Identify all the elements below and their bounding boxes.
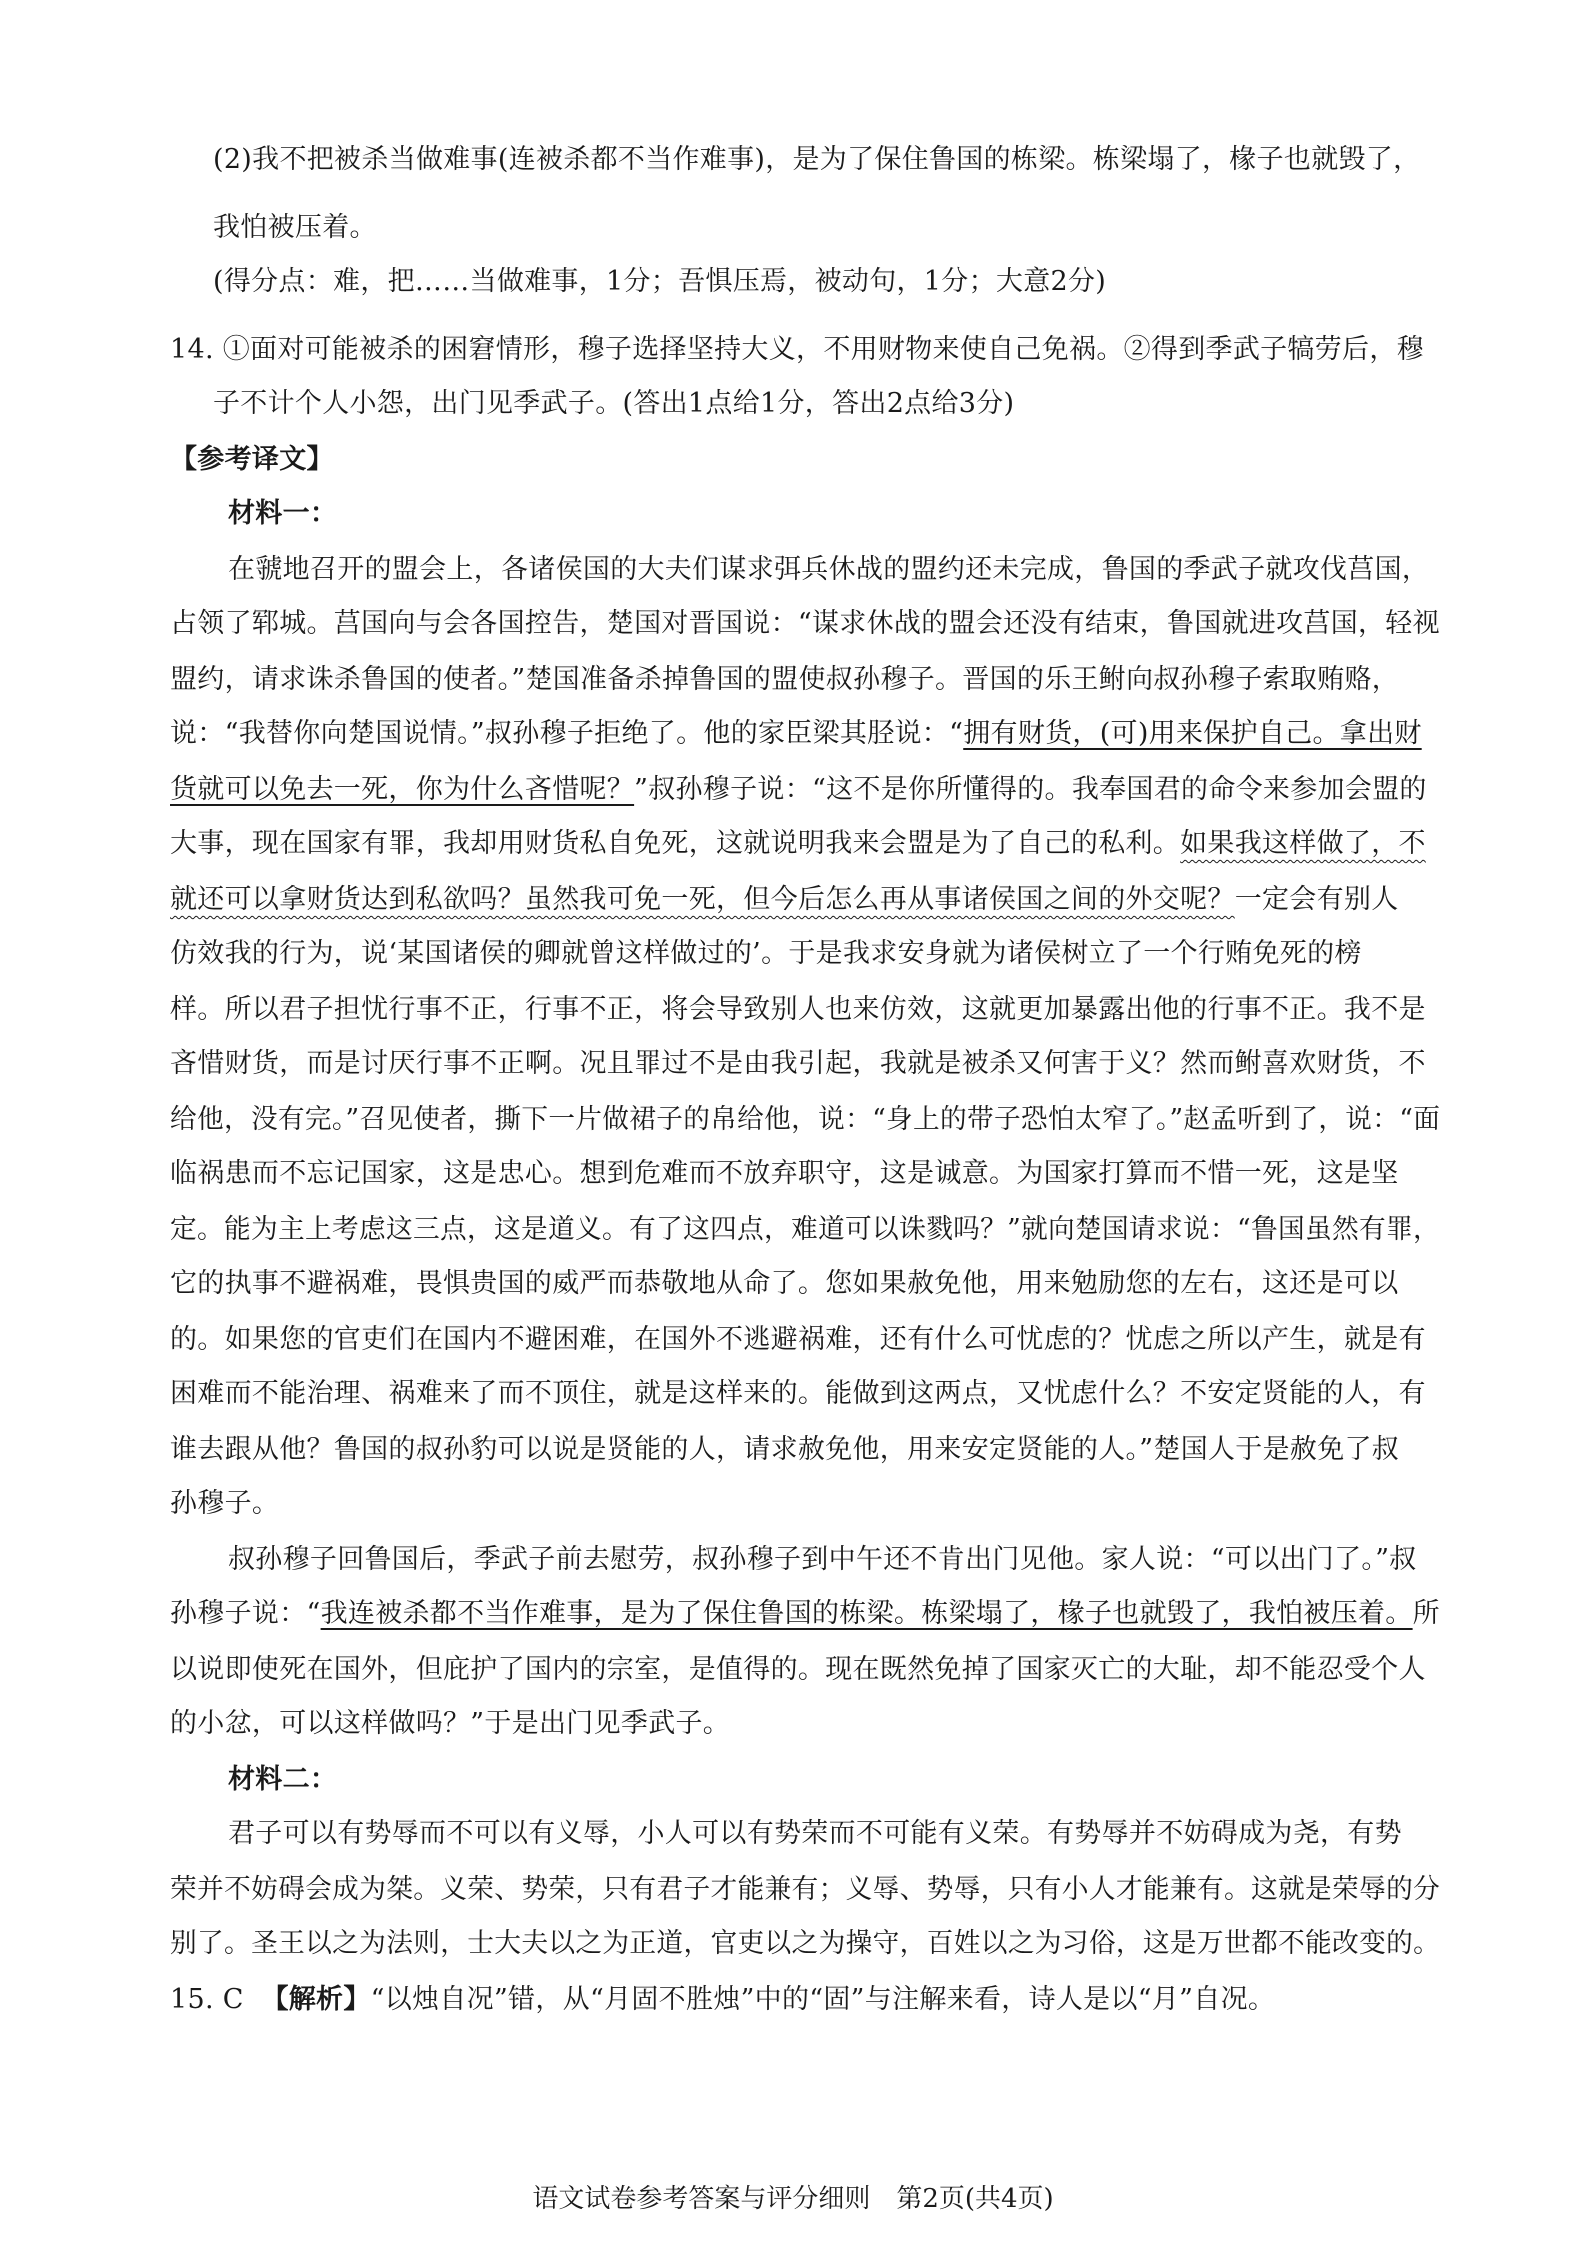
translation-line: 以说即使死在国外，但庇护了国内的宗室，是值得的。现在既然免掉了国家灭亡的大耻，却不能忍受个人 (170, 1654, 1426, 1685)
answer-15-line (170, 1980, 1275, 2020)
translation-line: 困难而不能治理、祸难来了而不顶住，就是这样来的。能做到这两点，又忧虑什么？不安定贤能的人，有 (170, 1378, 1426, 1409)
material-two-heading: 材料二： (228, 1764, 338, 1795)
translation-line: 君子可以有势辱而不可以有义辱，小人可以有势荣而不可能有义荣。有势辱并不妨碍成为尧，有势 (228, 1818, 1402, 1849)
translation-line: 盟约，请求诛杀鲁国的使者。”楚国准备杀掉鲁国的盟使叔孙穆子。晋国的乐王鲋向叔孙穆子索取贿赂， (170, 664, 1400, 695)
page-footer: 语文试卷参考答案与评分细则 第2页(共4页) (532, 2184, 1054, 2214)
translation-line: 定。能为主上考虑这三点，这是道义。有了这四点，难道可以诛戮吗？”就向楚国请求说：“鲁国虽然有罪， (170, 1214, 1441, 1245)
analysis-text: “以烛自况”错，从“月固不胜烛”中的“固”与注解来看，诗人是以“月”自况。 (370, 1984, 1276, 2015)
translation-line: 吝惜财货，而是讨厌行事不正啊。况且罪过不是由我引起，我就是被杀又何害于义？然而鲋喜欢财货，不 (170, 1048, 1426, 1079)
translation-line (170, 714, 1422, 754)
material-one-heading: 材料一： (228, 498, 338, 529)
translation-line: 别了。圣王以之为法则，士大夫以之为正道，官吏以之为操守，百姓以之为习俗，这是万世都不能改变的。 (170, 1928, 1441, 1959)
translation-line: 的小忿，可以这样做吗？”于是出门见季武子。 (170, 1708, 731, 1739)
translation-text: 孙穆子说：“ (170, 1598, 321, 1629)
translation-line: 仿效我的行为，说‘某国诸侯的卿就曾这样做过的’。于是我求安身就为诸侯树立了一个行贿免死的榜 (170, 938, 1362, 969)
answer-14-line-2: 子不计个人小怨，出门见季武子。(答出1点给1分，答出2点给3分) (213, 388, 1015, 419)
translation-line (170, 1594, 1440, 1634)
wavy-underlined-phrase: 就还可以拿财货达到私欲吗？虽然我可免一死，但今后怎么再从事诸侯国之间的外交呢？ (170, 884, 1235, 915)
translation-text: ”叔孙穆子说：“这不是你所懂得的。我奉国君的命令来参加会盟的 (634, 774, 1427, 805)
reference-translation-heading: 【参考译文】 (170, 444, 334, 475)
translation-line: 谁去跟从他？鲁国的叔孙豹可以说是贤能的人，请求赦免他，用来安定贤能的人。”楚国人于是赦免了叔 (170, 1434, 1400, 1465)
translation-text: 大事，现在国家有罪，我却用财货私自免死，这就说明我来会盟是为了自己的私利。 (170, 828, 1181, 859)
translation-text: 一定会有别人 (1234, 884, 1399, 915)
answer-13-2-line-2: 我怕被压着。 (213, 212, 377, 243)
answer-13-2-line-1: (2)我不把被杀当做难事(连被杀都不当作难事)，是为了保住鲁国的栋梁。栋梁塌了，椽子也就毁了， (213, 144, 1421, 175)
answer-15-number: 15. C (170, 1984, 244, 2015)
translation-line: 样。所以君子担忧行事不正，行事不正，将会导致别人也来仿效，这就更加暴露出他的行事不正。我不是 (170, 994, 1426, 1025)
answer-14-line-1: 14. ①面对可能被杀的困窘情形，穆子选择坚持大义，不用财物来使自己免祸。②得到季武子犒劳后，穆 (170, 334, 1424, 365)
translation-line: 给他，没有完。”召见使者，撕下一片做裙子的帛给他，说：“身上的带子恐怕太窄了。”赵孟听到了，说：“面 (170, 1104, 1441, 1135)
translation-line: 叔孙穆子回鲁国后，季武子前去慰劳，叔孙穆子到中午还不肯出门见他。家人说：“可以出门了。”叔 (228, 1544, 1417, 1575)
translation-line: 它的执事不避祸难，畏惧贵国的威严而恭敬地从命了。您如果赦免他，用来勉励您的左右，这还是可以 (170, 1268, 1399, 1299)
underlined-phrase: 货就可以免去一死，你为什么吝惜呢？ (170, 774, 635, 805)
translation-line: 占领了郓城。莒国向与会各国控告，楚国对晋国说：“谋求休战的盟会还没有结束，鲁国就进攻莒国，轻视 (170, 608, 1440, 639)
analysis-label: 【解析】 (261, 1984, 371, 2015)
translation-line (170, 824, 1426, 864)
underlined-phrase: 我连被杀都不当作难事，是为了保住鲁国的栋梁。栋梁塌了，椽子也就毁了，我怕被压着。 (320, 1598, 1413, 1629)
translation-line: 在虢地召开的盟会上，各诸侯国的大夫们谋求弭兵休战的盟约还未完成，鲁国的季武子就攻伐莒国， (228, 554, 1430, 585)
translation-line: 的。如果您的官吏们在国内不避困难，在国外不逃避祸难，还有什么可忧虑的？忧虑之所以产生，就是有 (170, 1324, 1426, 1355)
translation-text: 所 (1412, 1598, 1440, 1629)
underlined-phrase: 拥有财货，(可)用来保护自己。拿出财 (963, 718, 1422, 749)
translation-line (170, 770, 1427, 810)
translation-text: 说：“我替你向楚国说情。”叔孙穆子拒绝了。他的家臣梁其胫说：“ (170, 718, 964, 749)
translation-line: 临祸患而不忘记国家，这是忠心。想到危难而不放弃职守，这是诚意。为国家打算而不惜一死，这是坚 (170, 1158, 1399, 1189)
scoring-points-13: (得分点：难，把……当做难事，1分；吾惧压焉，被动句，1分；大意2分) (213, 266, 1107, 297)
wavy-underlined-phrase: 如果我这样做了，不 (1180, 828, 1426, 859)
translation-line (170, 880, 1399, 920)
translation-line: 荣并不妨碍会成为桀。义荣、势荣，只有君子才能兼有；义辱、势辱，只有小人才能兼有。这就是荣辱的分 (170, 1874, 1441, 1905)
translation-line: 孙穆子。 (170, 1488, 280, 1519)
